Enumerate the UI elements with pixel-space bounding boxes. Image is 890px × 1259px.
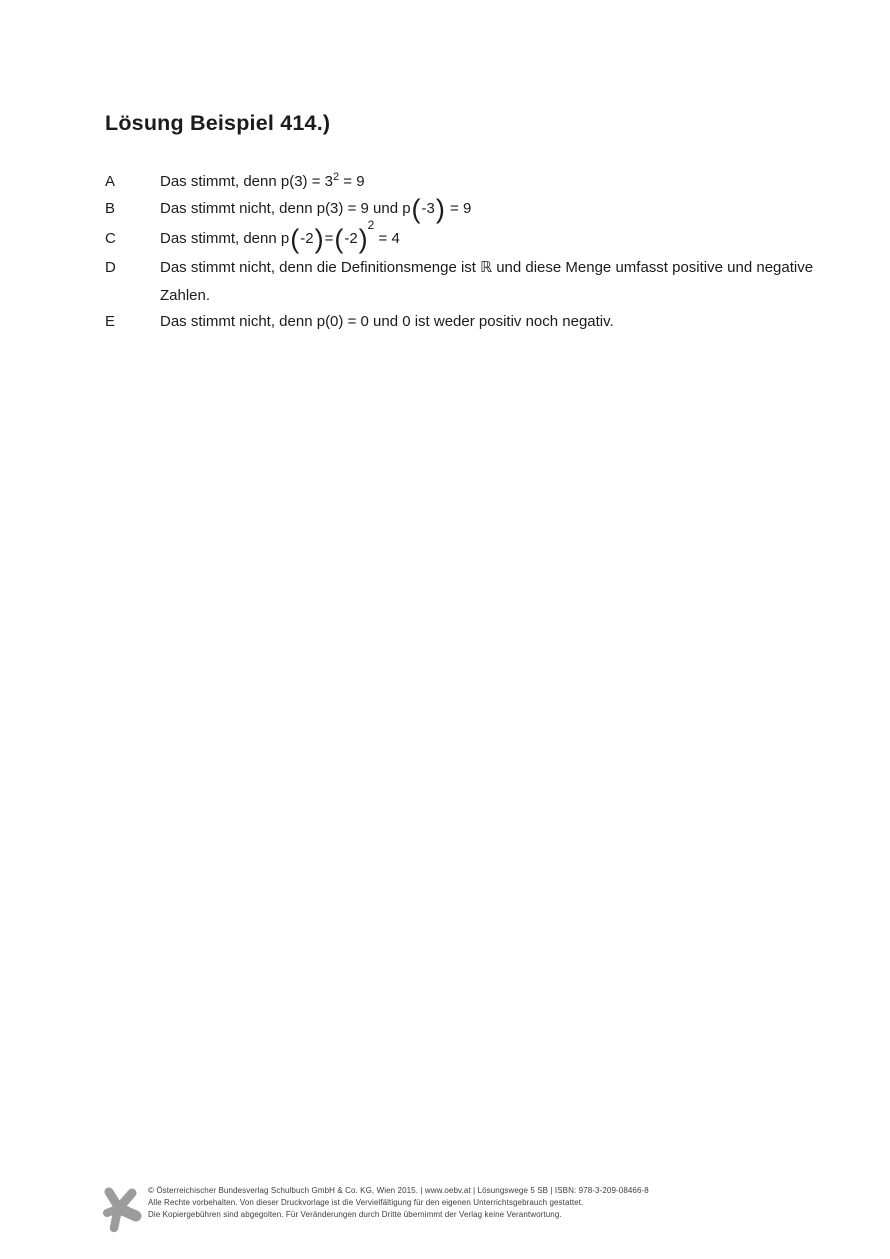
big-right-paren: ) xyxy=(314,224,324,254)
solution-row xyxy=(105,168,825,196)
footer-line: Alle Rechte vorbehalten. Von dieser Druckvorlage ist die Vervielfältigung für den eigenen Unterrichtsgebrauch gestattet. xyxy=(148,1198,584,1207)
footer-line: Die Kopiergebühren sind abgegolten. Für Veränderungen durch Dritte übernimmt der Verlag keine Verantwortung. xyxy=(148,1210,562,1219)
page-title: Lösung Beispiel 414.) xyxy=(105,111,331,135)
solution-label: A xyxy=(105,173,116,190)
solution-text: Das stimmt nicht, denn p(0) = 0 und 0 ist weder positiv noch negativ. xyxy=(160,313,614,330)
big-right-paren: ) xyxy=(358,224,368,254)
footer-text xyxy=(148,1185,649,1221)
footer-line: © Österreichischer Bundesverlag Schulbuch GmbH & Co. KG, Wien 2015. | www.oebv.at | Lösungswege 5 SB | ISBN: 978-3-209-08466-8 xyxy=(148,1186,649,1195)
solution-row xyxy=(105,218,825,254)
solution-text: Das stimmt nicht, denn die Definitionsmenge ist ℝ und diese Menge umfasst positive und negative Zahlen. xyxy=(160,259,814,304)
solution-text: Das stimmt, denn $p(-2)=(-2)^2 = 4$ xyxy=(160,218,400,254)
big-left-paren: ( xyxy=(290,224,300,254)
solution-row xyxy=(105,254,825,310)
solution-text: Das stimmt nicht, denn p(3) = 9 und p(-3) = 9 xyxy=(160,194,472,224)
solution-label: E xyxy=(105,313,116,330)
solution-label: C xyxy=(105,230,116,247)
solution-label: B xyxy=(105,200,116,217)
solution-text: Das stimmt, denn $p(3) = 3^2 = 9$ xyxy=(160,171,365,190)
solution-label: D xyxy=(105,259,116,276)
exponent: 2 xyxy=(367,218,375,232)
solution-row xyxy=(105,195,825,223)
big-right-paren: ) xyxy=(435,194,445,224)
exponent: 2 xyxy=(332,171,340,183)
solution-row xyxy=(105,308,825,336)
big-left-paren: ( xyxy=(334,224,344,254)
oebv-asterisk-logo-icon xyxy=(102,1185,142,1235)
big-left-paren: ( xyxy=(411,194,421,224)
